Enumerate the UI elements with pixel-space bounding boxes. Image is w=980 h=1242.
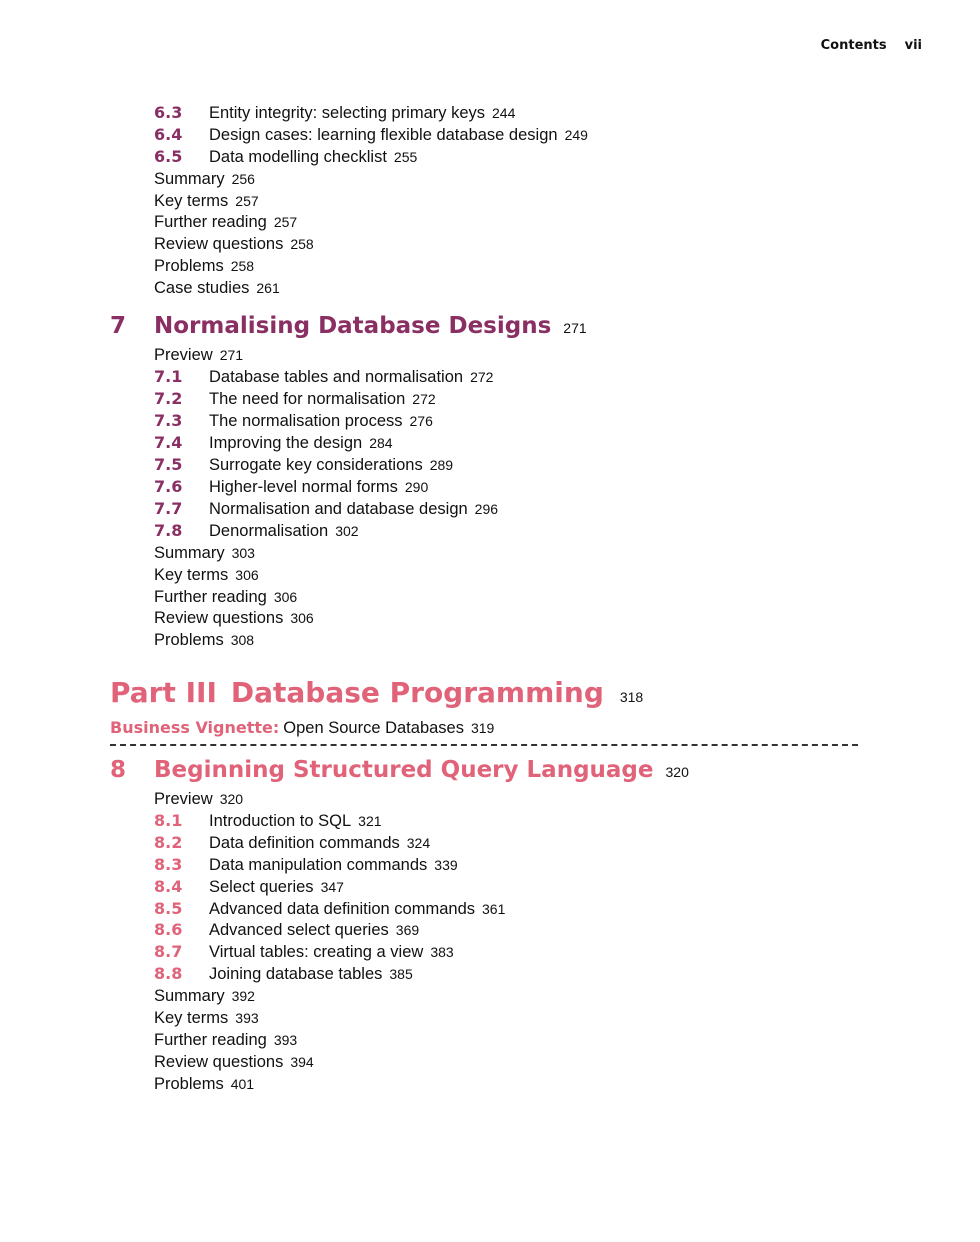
section-number: 7.5 xyxy=(154,455,183,474)
chapter-number: 8 xyxy=(110,757,127,783)
entry-page: 306 xyxy=(273,589,298,605)
running-head xyxy=(821,38,922,53)
entry-title: Review questions xyxy=(154,609,284,627)
toc-entry[interactable] xyxy=(154,832,430,854)
section-number: 8.6 xyxy=(154,920,183,939)
toc-entry[interactable] xyxy=(154,124,588,146)
toc-entry[interactable] xyxy=(154,1029,297,1051)
toc-entry[interactable] xyxy=(154,854,458,876)
section-number: 8.4 xyxy=(154,877,183,896)
entry-title: Problems xyxy=(154,1075,224,1093)
entry-page: 303 xyxy=(231,545,255,561)
entry-page: 306 xyxy=(235,567,259,583)
entry-title: Key terms xyxy=(154,192,229,210)
chapter-page: 320 xyxy=(665,764,689,780)
toc-entry[interactable] xyxy=(154,564,259,586)
entry-page: 324 xyxy=(406,835,431,851)
chapter-page: 271 xyxy=(563,320,587,336)
entry-title: Further reading xyxy=(154,588,267,606)
entry-title: Summary xyxy=(154,544,225,562)
entry-title: Summary xyxy=(154,987,225,1005)
vignette-title: Open Source Databases xyxy=(283,719,464,737)
section-number: 7.8 xyxy=(154,521,183,540)
toc-entry[interactable] xyxy=(154,810,382,832)
entry-title: Advanced data definition commands xyxy=(209,900,475,918)
entry-title: Problems xyxy=(154,631,224,649)
entry-page: 394 xyxy=(290,1054,314,1070)
entry-page: 308 xyxy=(230,632,255,648)
entry-title: Data manipulation commands xyxy=(209,856,428,874)
vignette-label: Business Vignette: xyxy=(110,718,280,737)
entry-title: Joining database tables xyxy=(209,965,383,983)
entry-page: 401 xyxy=(230,1076,255,1092)
section-number: 6.5 xyxy=(154,147,183,166)
vignette-page: 319 xyxy=(470,720,495,736)
chapter-title: Beginning Structured Query Language xyxy=(154,757,654,783)
toc-entry[interactable] xyxy=(154,1051,314,1073)
part-3-heading[interactable] xyxy=(110,672,643,714)
entry-page: 258 xyxy=(290,236,314,252)
entry-page: 284 xyxy=(369,435,393,451)
entry-page: 257 xyxy=(273,214,298,230)
toc-entry[interactable] xyxy=(154,985,255,1007)
entry-title: The normalisation process xyxy=(209,412,403,430)
entry-title: Key terms xyxy=(154,566,229,584)
toc-entry[interactable] xyxy=(154,344,243,366)
entry-title: Review questions xyxy=(154,235,284,253)
entry-page: 272 xyxy=(412,391,436,407)
entry-title: Preview xyxy=(154,346,213,364)
toc-entry[interactable] xyxy=(154,366,493,388)
entry-title: Case studies xyxy=(154,279,250,297)
section-number: 7.2 xyxy=(154,389,183,408)
entry-title: Surrogate key considerations xyxy=(209,456,423,474)
entry-page: 385 xyxy=(389,966,413,982)
toc-entry[interactable] xyxy=(154,520,359,542)
section-number: 8.5 xyxy=(154,899,183,918)
entry-title: Normalisation and database design xyxy=(209,500,468,518)
entry-page: 290 xyxy=(404,479,429,495)
entry-title: Entity integrity: selecting primary keys xyxy=(209,104,486,122)
section-number: 7.1 xyxy=(154,367,183,386)
toc-entry[interactable] xyxy=(154,1073,254,1095)
toc-entry[interactable] xyxy=(154,1007,259,1029)
entry-page: 256 xyxy=(231,171,255,187)
entry-page: 255 xyxy=(393,149,418,165)
entry-title: Further reading xyxy=(154,213,267,231)
entry-title: Advanced select queries xyxy=(209,921,389,939)
toc-entry[interactable] xyxy=(154,146,417,168)
entry-title: Problems xyxy=(154,257,224,275)
entry-page: 257 xyxy=(235,193,259,209)
chapter-title: Normalising Database Designs xyxy=(154,313,552,339)
entry-title: Data modelling checklist xyxy=(209,148,387,166)
section-number: 6.3 xyxy=(154,103,183,122)
entry-page: 320 xyxy=(219,791,244,807)
section-number: 7.6 xyxy=(154,477,183,496)
entry-title: Improving the design xyxy=(209,434,363,452)
entry-page: 306 xyxy=(290,610,314,626)
toc-entry[interactable] xyxy=(154,941,454,963)
entry-page: 392 xyxy=(231,988,255,1004)
toc-entry[interactable] xyxy=(154,788,243,810)
section-number: 8.7 xyxy=(154,942,183,961)
toc-entry[interactable] xyxy=(154,476,428,498)
toc-entry[interactable] xyxy=(154,410,433,432)
entry-page: 258 xyxy=(230,258,255,274)
entry-page: 321 xyxy=(358,813,382,829)
section-number: 7.7 xyxy=(154,499,183,518)
chapter-7-heading[interactable] xyxy=(110,309,587,343)
entry-page: 393 xyxy=(273,1032,298,1048)
entry-title: Data definition commands xyxy=(209,834,400,852)
toc-entry[interactable] xyxy=(154,586,297,608)
section-number: 8.2 xyxy=(154,833,183,852)
entry-page: 393 xyxy=(235,1010,259,1026)
toc-entry[interactable] xyxy=(154,211,297,233)
entry-page: 276 xyxy=(409,413,433,429)
entry-page: 261 xyxy=(256,280,280,296)
business-vignette[interactable] xyxy=(110,717,494,739)
section-number: 6.4 xyxy=(154,125,183,144)
toc-entry[interactable] xyxy=(154,454,453,476)
toc-entry[interactable] xyxy=(154,542,255,564)
toc-entry[interactable] xyxy=(154,498,498,520)
entry-title: Key terms xyxy=(154,1009,229,1027)
entry-page: 289 xyxy=(429,457,454,473)
running-head-page: vii xyxy=(904,38,922,53)
entry-page: 271 xyxy=(219,347,244,363)
entry-page: 339 xyxy=(434,857,458,873)
dashed-divider xyxy=(110,744,858,746)
section-number: 8.8 xyxy=(154,964,183,983)
running-head-label: Contents xyxy=(820,38,887,53)
entry-title: Further reading xyxy=(154,1031,267,1049)
entry-title: Summary xyxy=(154,170,225,188)
toc-entry[interactable] xyxy=(154,432,393,454)
entry-title: Introduction to SQL xyxy=(209,812,352,830)
entry-title: Design cases: learning flexible database design xyxy=(209,126,558,144)
toc-entry[interactable] xyxy=(154,168,255,190)
entry-title: The need for normalisation xyxy=(209,390,406,408)
toc-entry[interactable] xyxy=(154,277,280,299)
section-number: 8.3 xyxy=(154,855,183,874)
toc-entry[interactable] xyxy=(154,102,515,124)
section-number: 7.4 xyxy=(154,433,183,452)
entry-page: 249 xyxy=(564,127,588,143)
entry-page: 369 xyxy=(395,922,420,938)
part-label: Part III xyxy=(110,676,217,709)
part-page: 318 xyxy=(619,689,644,705)
entry-page: 296 xyxy=(474,501,499,517)
part-title: Database Programming xyxy=(230,676,604,709)
section-number: 7.3 xyxy=(154,411,183,430)
toc-entry[interactable] xyxy=(154,629,254,651)
entry-page: 272 xyxy=(470,369,494,385)
chapter-number: 7 xyxy=(110,313,127,339)
entry-page: 361 xyxy=(482,901,506,917)
toc-entry[interactable] xyxy=(154,233,314,255)
entry-page: 244 xyxy=(492,105,516,121)
entry-title: Review questions xyxy=(154,1053,284,1071)
toc-entry[interactable] xyxy=(154,963,413,985)
entry-title: Select queries xyxy=(209,878,314,896)
entry-page: 302 xyxy=(335,523,359,539)
toc-entry[interactable] xyxy=(154,255,254,277)
toc-entry[interactable] xyxy=(154,898,505,920)
toc-entry[interactable] xyxy=(154,876,344,898)
chapter-8-heading[interactable] xyxy=(110,753,689,787)
section-number: 8.1 xyxy=(154,811,183,830)
entry-title: Preview xyxy=(154,790,213,808)
entry-page: 347 xyxy=(320,879,344,895)
entry-title: Denormalisation xyxy=(209,522,329,540)
toc-entry[interactable] xyxy=(154,388,436,410)
entry-title: Higher-level normal forms xyxy=(209,478,398,496)
toc-entry[interactable] xyxy=(154,607,314,629)
toc-entry[interactable] xyxy=(154,190,259,212)
entry-title: Virtual tables: creating a view xyxy=(209,943,424,961)
toc-entry[interactable] xyxy=(154,919,419,941)
entry-title: Database tables and normalisation xyxy=(209,368,464,386)
entry-page: 383 xyxy=(430,944,454,960)
